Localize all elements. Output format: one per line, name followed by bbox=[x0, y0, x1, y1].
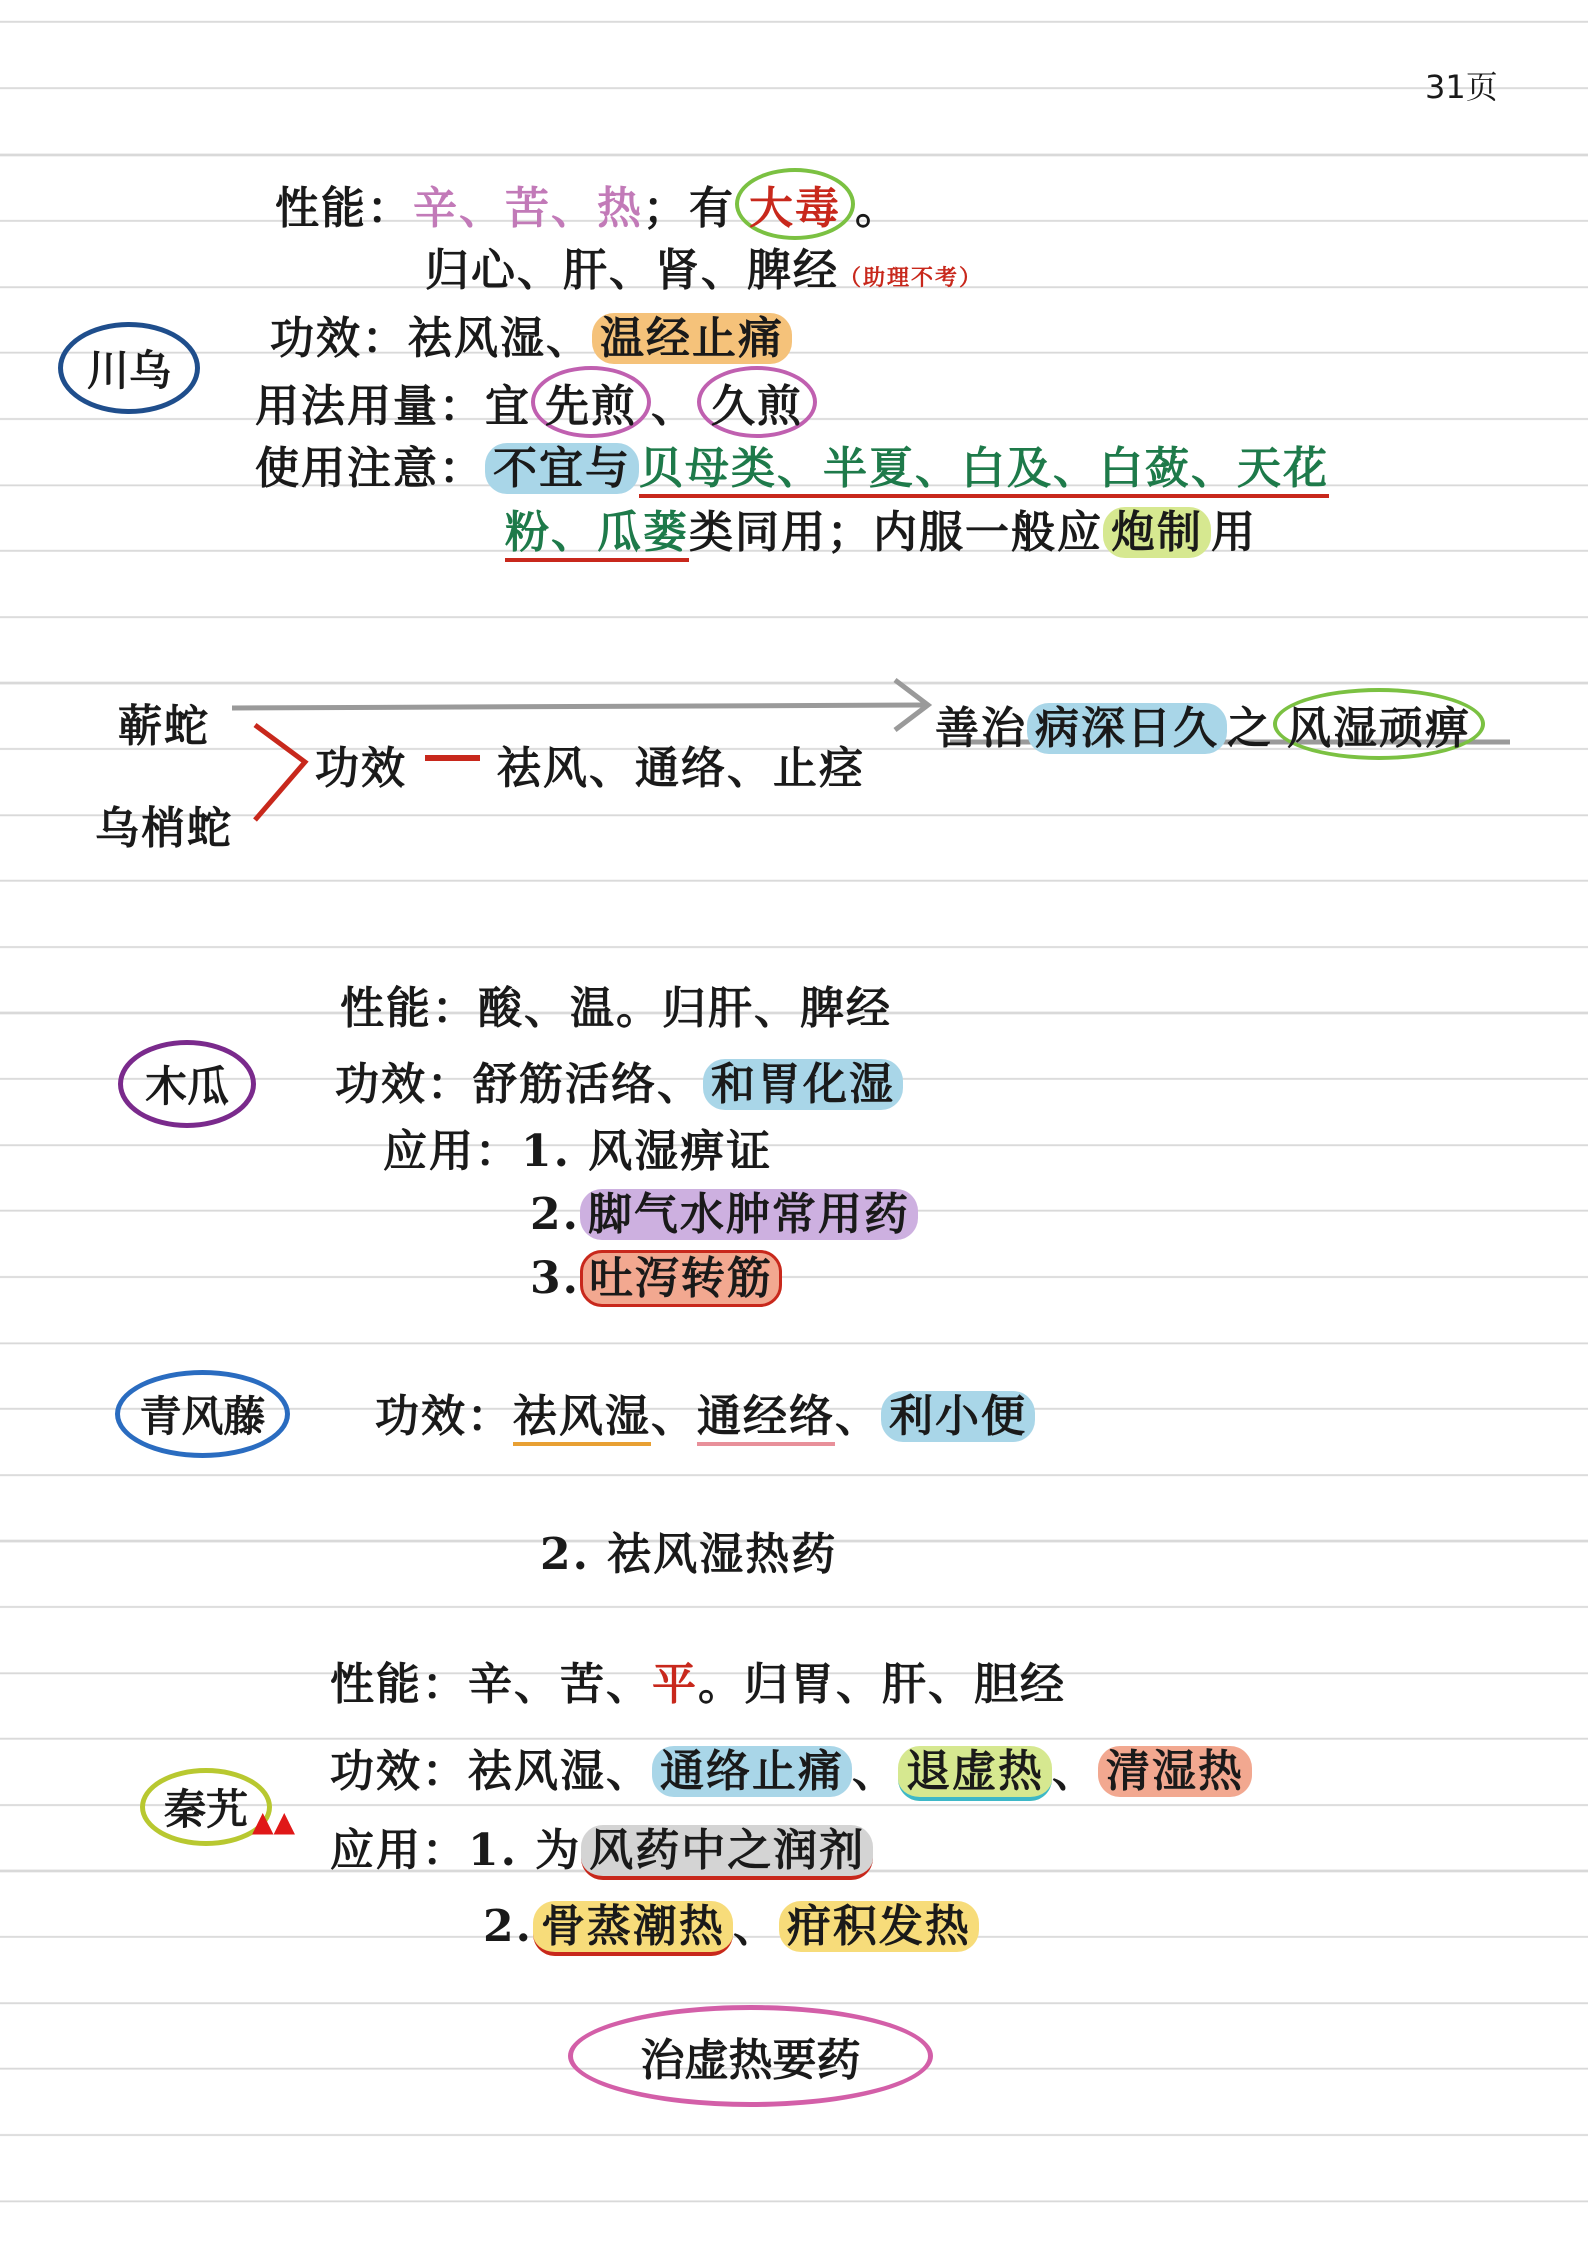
taste-xin: 辛、 bbox=[413, 183, 505, 234]
zhuyi-rest: 类同用；内服一般应 bbox=[689, 507, 1103, 558]
use-2b-highlight: 疳积发热 bbox=[779, 1901, 979, 1952]
use-num: 1. 为 bbox=[468, 1825, 582, 1876]
herb-tag-mugua bbox=[118, 1040, 256, 1128]
use-num: 2. bbox=[483, 1901, 533, 1952]
effect-lixiaobian: 利小便 bbox=[881, 1391, 1035, 1442]
gongxiao-label: 功效：祛风湿、 bbox=[330, 1746, 652, 1797]
yingyong-label: 应用： bbox=[330, 1825, 468, 1876]
effect-tuixure: 退虚热 bbox=[898, 1746, 1052, 1801]
gongxiao-highlight: 温经止痛 bbox=[592, 313, 792, 364]
qingfengteng-gongxiao bbox=[375, 1380, 1035, 1444]
shanzhi: 善治 bbox=[935, 703, 1027, 754]
herb-tag-label: 秦艽 bbox=[163, 1785, 248, 1834]
yingyong-label: 应用： bbox=[383, 1126, 521, 1177]
sep: 、 bbox=[852, 1746, 898, 1797]
page-number: 31页 bbox=[1425, 68, 1498, 106]
fengshi-circled: 风湿顽痹 bbox=[1273, 688, 1485, 760]
use-2-highlight: 脚气水肿常用药 bbox=[580, 1189, 918, 1240]
effect-qingshire: 清湿热 bbox=[1098, 1746, 1252, 1797]
end-mark: 。 bbox=[855, 183, 901, 234]
taste-re: 热 bbox=[597, 183, 643, 234]
toxic-circled: 大毒 bbox=[735, 168, 855, 240]
qinjiao-yingyong-1 bbox=[330, 1814, 873, 1878]
use-1: 1. 风湿痹证 bbox=[521, 1126, 773, 1177]
importance-marks: ▲▲ bbox=[252, 1805, 296, 1838]
yongfa-label: 用法用量： bbox=[255, 381, 485, 432]
snake-indication bbox=[935, 688, 1485, 760]
use-3-highlight: 吐泻转筋 bbox=[580, 1250, 782, 1307]
sep: 、 bbox=[651, 1391, 697, 1442]
zhi: 之 bbox=[1227, 703, 1273, 754]
mugua-use-3 bbox=[530, 1242, 782, 1306]
effect-tongjingluo: 通经络 bbox=[697, 1391, 835, 1446]
bingshen-highlight: 病深日久 bbox=[1027, 703, 1227, 754]
xingneng-rest: 。归胃、肝、胆经 bbox=[698, 1659, 1066, 1710]
zhuyi-incompatible-list: 贝母类、半夏、白及、白蔹、天花 bbox=[639, 443, 1329, 498]
use-1-highlight: 风药中之润剂 bbox=[581, 1825, 873, 1880]
effect-tongluozhitong: 通络止痛 bbox=[652, 1746, 852, 1797]
gongxiao-label: 功效： bbox=[375, 1391, 513, 1442]
herb-tag-label: 川乌 bbox=[86, 346, 171, 395]
use-num: 2. bbox=[530, 1189, 580, 1240]
mugua-xingneng: 性能：酸、温。归肝、脾经 bbox=[340, 983, 892, 1034]
use-2a-highlight: 骨蒸潮热 bbox=[533, 1901, 733, 1956]
section-title: 2. 祛风湿热药 bbox=[540, 1529, 838, 1580]
xingneng-label: 性能： bbox=[275, 183, 413, 234]
sep: 、 bbox=[1052, 1746, 1098, 1797]
yongfa-sep: 、 bbox=[651, 381, 697, 432]
gongxiao-highlight: 和胃化湿 bbox=[703, 1059, 903, 1110]
zhuyi-incompatible-list-cont: 粉、瓜蒌 bbox=[505, 507, 689, 562]
mugua-use-2 bbox=[530, 1178, 918, 1242]
xingneng-label: 性能：辛、苦、 bbox=[330, 1659, 652, 1710]
qinjiao-yingyong-2 bbox=[483, 1890, 979, 1954]
herb-tag-qingfengteng bbox=[115, 1370, 290, 1458]
use-num: 3. bbox=[530, 1253, 580, 1304]
gongxiao-label: 功效：舒筋活络、 bbox=[335, 1059, 703, 1110]
zhuyi-label: 使用注意： bbox=[255, 443, 485, 494]
sep: 、 bbox=[835, 1391, 881, 1442]
bracket-chevron bbox=[255, 725, 305, 820]
snake-name-qishe: 蕲蛇 bbox=[118, 701, 210, 752]
herb-tag-label: 青风藤 bbox=[139, 1392, 266, 1441]
gongxiao-label: 功效： bbox=[270, 313, 408, 364]
summary-oval bbox=[568, 2005, 933, 2107]
taste-ku: 苦、 bbox=[505, 183, 597, 234]
sep: ；有 bbox=[643, 183, 735, 234]
qinjiao-gongxiao bbox=[330, 1735, 1252, 1799]
mugua-yingyong bbox=[383, 1115, 772, 1179]
snake-name-wushaoshe: 乌梢蛇 bbox=[95, 803, 233, 854]
snake-effects: 祛风、通络、止痉 bbox=[497, 743, 865, 794]
sep: 、 bbox=[732, 1901, 779, 1952]
zhuyi-end: 用 bbox=[1211, 507, 1257, 558]
jiujian-circled: 久煎 bbox=[697, 366, 817, 438]
xianjian-circled: 先煎 bbox=[531, 366, 651, 438]
summary-text: 治虚热要药 bbox=[640, 2035, 861, 2086]
yongfa-yi: 宜 bbox=[485, 381, 531, 432]
exam-note: （助理不考） bbox=[839, 265, 984, 291]
effect-qufengshi: 祛风湿 bbox=[513, 1391, 651, 1446]
snake-gongxiao-label: 功效 bbox=[315, 743, 407, 794]
gongxiao-plain: 祛风湿、 bbox=[408, 313, 592, 364]
herb-tag-label: 木瓜 bbox=[144, 1062, 229, 1111]
zhuyi-highlight: 不宜与 bbox=[485, 443, 639, 494]
mugua-gongxiao bbox=[335, 1048, 903, 1112]
paozhi-highlight: 炮制 bbox=[1103, 507, 1211, 558]
xingneng-ping: 平 bbox=[652, 1659, 698, 1710]
qinjiao-xingneng bbox=[330, 1648, 1066, 1712]
meridians-text: 归心、肝、肾、脾经 bbox=[425, 245, 839, 296]
long-arrow-line bbox=[232, 705, 925, 708]
